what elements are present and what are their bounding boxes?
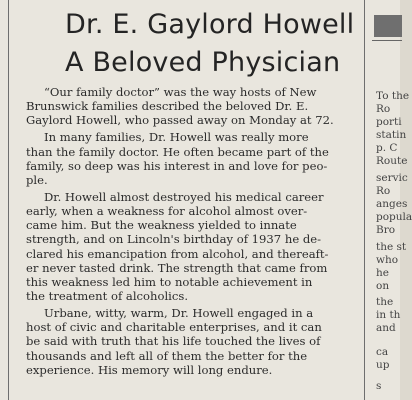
adjacent-text-line: the: [376, 296, 394, 308]
adjacent-text-line: To the: [376, 90, 410, 102]
body-line: ple.: [26, 172, 48, 187]
body-line: Brunswick families described the beloved Dr. E.: [26, 99, 309, 114]
body-line: came him. But the weakness yielded to innate: [26, 218, 297, 233]
paragraph-1: [26, 85, 356, 127]
body-line: “Our family doctor” was the way hosts of New: [44, 85, 317, 99]
adjacent-text-line: up: [376, 359, 390, 371]
adjacent-headline-block: [374, 15, 402, 37]
body-line: In many families, Dr. Howell was really more: [44, 130, 309, 145]
body-line: early, when a weakness for alcohol almost over-: [26, 204, 308, 219]
adjacent-text-line: he: [376, 267, 389, 279]
column-rule-left: [8, 0, 9, 400]
body-line: family, so deep was his interest in and love for peo-: [26, 158, 328, 173]
editorial-article: [22, 0, 355, 400]
adjacent-text-line: Route: [376, 155, 408, 167]
body-line: Dr. Howell almost destroyed his medical career: [44, 189, 324, 204]
adjacent-text-line: Ro: [376, 185, 391, 197]
adjacent-text-line: statin: [376, 129, 407, 141]
adjacent-text-line: on: [376, 280, 390, 292]
body-line: host of civic and charitable enterprises, and it can: [26, 320, 322, 335]
body-line: thousands and left all of them the better for the: [26, 348, 308, 363]
adjacent-text-line: Ro: [376, 103, 391, 115]
body-line: Gaylord Howell, who passed away on Monday at 72.: [26, 113, 334, 128]
adjacent-text-line: who: [376, 254, 399, 266]
paragraph-2: [26, 130, 356, 187]
adjacent-text-line: anges: [376, 198, 408, 210]
body-line: er never tasted drink. The strength that came from: [26, 260, 328, 275]
adjacent-text-line: ca: [376, 346, 389, 358]
body-line: be said with truth that his life touched the lives of: [26, 334, 321, 349]
body-line: clared his emancipation from alcohol, and thereaft-: [26, 246, 329, 261]
body-line: the treatment of alcoholics.: [26, 288, 189, 303]
body-line: strength, and on Lincoln's birthday of 1937 he de-: [26, 232, 322, 247]
adjacent-text-line: the st: [376, 241, 407, 253]
body-line: than the family doctor. He often became part of the: [26, 144, 329, 159]
body-line: experience. His memory will long endure.: [26, 362, 273, 377]
paragraph-3: [26, 190, 356, 303]
headline-line-1: Dr. E. Gaylord Howell: [65, 9, 355, 40]
adjacent-text-line: popula: [376, 211, 412, 223]
adjacent-text-line: p. C: [376, 142, 398, 154]
paragraph-4: [26, 306, 356, 377]
adjacent-text-line: porti: [376, 116, 402, 128]
adjacent-text-line: in th: [376, 309, 401, 321]
headline-line-2: A Beloved Physician: [65, 47, 341, 78]
adjacent-text-line: and: [376, 322, 396, 334]
body-line: Urbane, witty, warm, Dr. Howell engaged in a: [44, 306, 314, 321]
adjacent-text-line: Bro: [376, 224, 396, 236]
adjacent-text-line: servic: [376, 172, 408, 184]
body-line: this weakness led him to notable achievement in: [26, 274, 313, 289]
adjacent-text-line: s: [376, 380, 382, 392]
adjacent-column-fragment: [372, 0, 412, 400]
article-body: [26, 85, 356, 377]
adjacent-column-rule: [372, 40, 402, 41]
